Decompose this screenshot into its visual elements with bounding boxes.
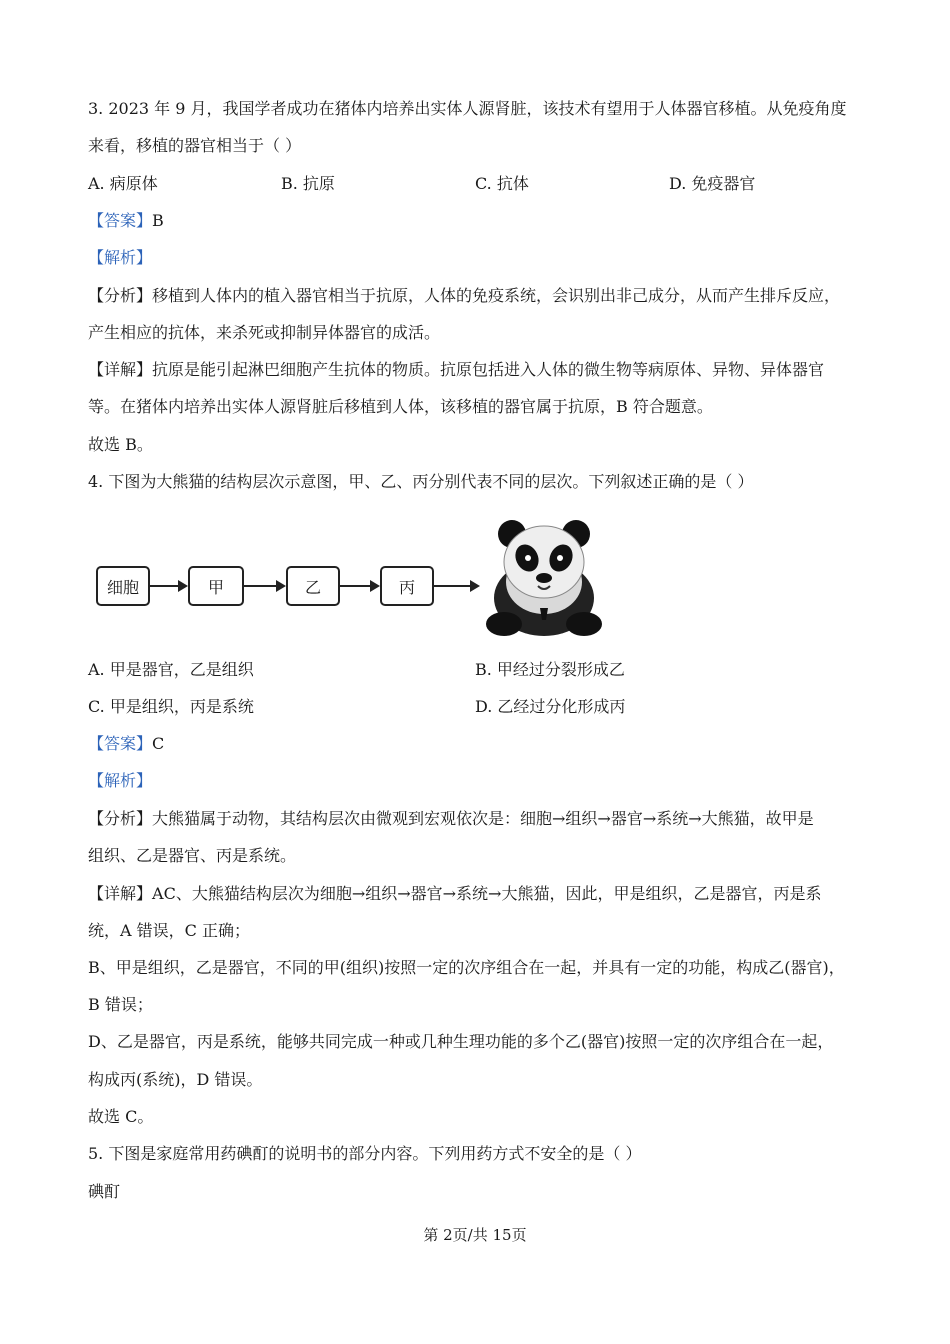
q4-stem: 4. 下图为大熊猫的结构层次示意图，甲、乙、丙分别代表不同的层次。下列叙述正确的是（ ） [88,472,754,491]
q3-option-b: B. 抗原 [281,174,335,193]
xiangjie-text: AC、大熊猫结构层次为细胞→组织→器官→系统→大熊猫，因此，甲是组织，乙是器官，丙是系 [152,884,822,903]
q3-option-d: D. 免疫器官 [669,174,756,193]
arrow-icon [244,585,284,587]
q4-d-line1: D、乙是器官，丙是系统，能够共同完成一种或几种生理功能的多个乙(器官)按照一定的次序组合在一起， [88,1032,834,1051]
answer-value: B [152,211,164,230]
q3-fenxi-line1 [88,286,840,306]
diagram-box-cell: 细胞 [96,566,150,606]
q3-stem-line1: 3. 2023 年 9 月，我国学者成功在猪体内培养出实体人源肾脏，该技术有望用于人体器官移植。从免疫角度 [88,99,847,118]
diagram-box-yi: 乙 [286,566,340,606]
q4-answer [88,734,164,754]
q5-stem: 5. 下图是家庭常用药碘酊的说明书的部分内容。下列用药方式不安全的是（ ） [88,1144,642,1163]
fenxi-text: 大熊猫属于动物，其结构层次由微观到宏观依次是：细胞→组织→器官→系统→大熊猫，故甲是 [152,809,814,828]
q4-conclusion: 故选 C。 [88,1107,154,1126]
q4-b-line2: B 错误； [88,995,153,1014]
q3-option-c: C. 抗体 [475,174,529,193]
q4-xiangjie-line1 [88,884,821,904]
page-footer: 第 2页/共 15页 [423,1226,527,1244]
q3-stem-line2: 来看，移植的器官相当于（ ） [88,136,302,155]
q3-option-a: A. 病原体 [88,174,158,193]
arrow-icon [150,585,186,587]
q4-option-d: D. 乙经过分化形成丙 [475,697,626,716]
answer-tag: 【答案】 [88,734,153,753]
q3-conclusion: 故选 B。 [88,435,153,454]
fenxi-text: 移植到人体内的植入器官相当于抗原，人体的免疫系统，会识别出非己成分，从而产生排斥反应， [152,286,841,305]
q4-d-line2: 构成丙(系统)，D 错误。 [88,1070,263,1089]
diagram-box-bing: 丙 [380,566,434,606]
q4-fenxi-line2: 组织、乙是器官、丙是系统。 [88,846,297,865]
panda-nose [536,573,552,583]
q4-option-a: A. 甲是器官，乙是组织 [88,660,254,679]
q3-xiangjie-line2: 等。在猪体内培养出实体人源肾脏后移植到人体，该移植的器官属于抗原，B 符合题意。 [88,397,713,416]
fenxi-tag: 【分析】 [88,809,153,828]
fenxi-tag: 【分析】 [88,286,153,305]
q4-option-c: C. 甲是组织，丙是系统 [88,697,254,716]
q3-analysis-tag: 【解析】 [88,248,153,267]
arrow-icon [340,585,378,587]
panda-image [484,516,604,636]
diagram-box-jia: 甲 [188,566,244,606]
q4-fenxi-line1 [88,809,814,829]
panda-paw-right [566,612,602,636]
q5-drug-name: 碘酊 [88,1182,121,1201]
xiangjie-tag: 【详解】 [88,884,153,903]
xiangjie-tag: 【详解】 [88,360,153,379]
answer-tag: 【答案】 [88,211,153,230]
panda-eye-right [557,555,563,561]
q3-xiangjie-line1 [88,360,824,380]
panda-eye-left [525,555,531,561]
arrow-icon [434,585,478,587]
panda-paw-left [486,612,522,636]
answer-value: C [152,734,165,753]
q3-answer [88,211,164,231]
q4-analysis-tag: 【解析】 [88,771,153,790]
q3-fenxi-line2: 产生相应的抗体，来杀死或抑制异体器官的成活。 [88,323,441,342]
q4-b-line1: B、甲是组织，乙是器官，不同的甲(组织)按照一定的次序组合在一起，并具有一定的功能，构成乙(器官)， [88,958,845,977]
q4-xiangjie-line2: 统，A 错误，C 正确； [88,921,250,940]
xiangjie-text: 抗原是能引起淋巴细胞产生抗体的物质。抗原包括进入人体的微生物等病原体、异物、异体器官 [152,360,825,379]
q4-option-b: B. 甲经过分裂形成乙 [475,660,625,679]
panda-head [504,526,584,598]
